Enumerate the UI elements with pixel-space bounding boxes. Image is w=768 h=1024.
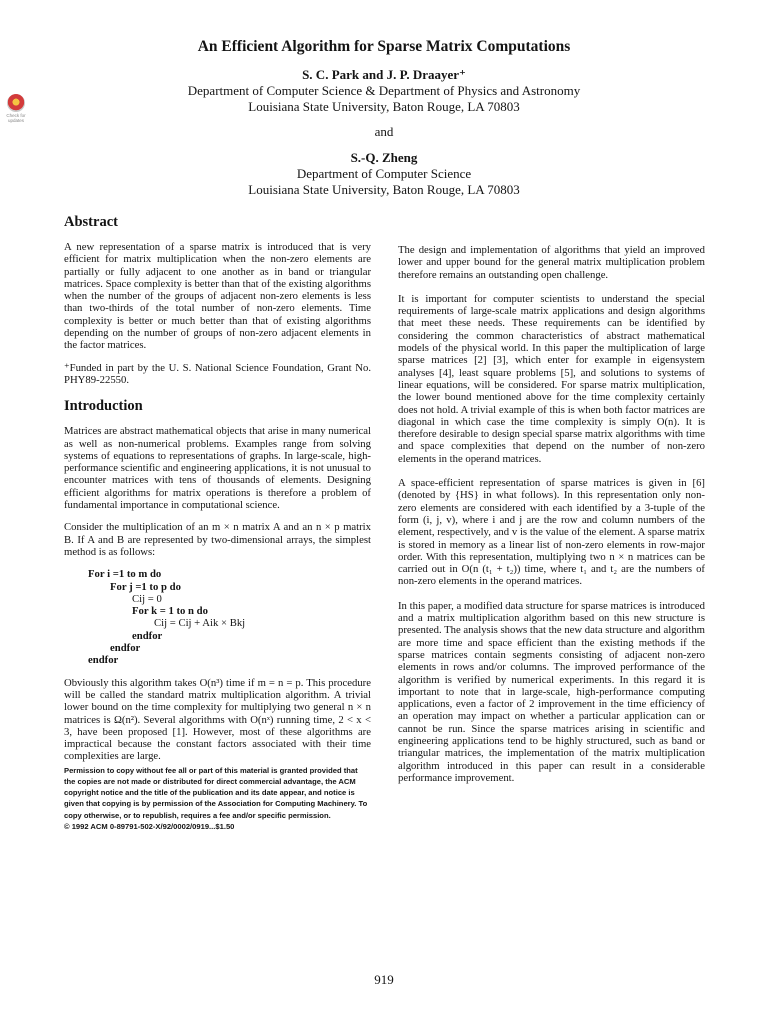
page-number: 919 (374, 972, 394, 987)
funding-footnote: ⁺Funded in part by the U. S. National Science Foundation, Grant No. PHY89-22550. (64, 361, 371, 386)
paper-header (0, 38, 768, 198)
right-paragraph-1: The design and implementation of algorithms that yield an improved lower and upper bound for the general matrix multiplication problem therefore remains an outstanding open challenge. (398, 244, 705, 281)
code-line: For k = 1 to n do (132, 605, 208, 618)
authors-primary: S. C. Park and J. P. Draayer⁺ (302, 67, 466, 82)
author-separator: and (374, 124, 394, 139)
intro-paragraph-3: Obviously this algorithm takes O(n³) time if m = n = p. This procedure will be called the standard matrix multiplication algorithm. A trivial lower bound on the time complexity for multiplying two general n × n matrices is Ω(n²). Several algorithms with O(nˣ) running time, 2 < x < 3, have been proposed [1]. However, most of these algorithms are impractical because the constant factors associated with their time complexities are large. (64, 676, 371, 763)
code-line: endfor (110, 642, 141, 655)
right-paragraph-2: It is important for computer scientists to understand the special requirements of large-scale matrix applications and design algorithms that meet these needs. These requirements can be identified by considering the common characteristics of abstract mathematical models of the physical world. In this paper the multiplication of large sparse matrices [2] [3], which enter for example in eigensystem analyses [4], least square problems [5], and solutions to systems of linear equations, will be considered. For sparse matrix multiplication, the lower bound mentioned above for the time complexity certainly does not hold. A trivial example of this is when both factor matrices are diagonal in which case the time complexity is simply O(n). It is therefore desirable to design special sparse matrix algorithms with time and space complexities that depend on the number of non-zero elements in the operand matrices. (398, 292, 705, 465)
algorithm-pseudocode (88, 568, 371, 666)
code-line: endfor (132, 629, 163, 642)
authors-secondary: S.-Q. Zheng (350, 150, 418, 165)
affiliation-primary-line1: Department of Computer Science & Department of Physics and Astronomy (187, 83, 581, 98)
paper-title: An Efficient Algorithm for Sparse Matrix Computations (197, 38, 571, 55)
right-paragraph-3: A space-efficient representation of sparse matrices is given in [6] (denoted by {HS} in what follows). In this representation only non-zero elements are considered with each identified by a 3-tuple of the form (i, j, v), where i and j are the row and column numbers of the element, respectively, and v is the value of the element. A sparse matrix is stored in memory as a linear list of non-zero elements in row-major order. With this representation, multiplying two n × n matrices can be carried out in O(n (t₁ + t₂)) time, where t₁ and t₂ are the numbers of non-zero elements in the operand matrices. (398, 477, 705, 588)
intro-paragraph-1: Matrices are abstract mathematical objects that arise in many numerical as well as non-numerical problems. Examples range from solving systems of equations to representations of graphs. In large-scale, high-performance scientific and engineering applications, it is not unusual to encounter matrices with tens of thousands of elements. Designing efficient algorithms for matrix operations is therefore a problem of fundamental importance in computational science. (64, 425, 371, 512)
code-line: endfor (88, 654, 119, 667)
code-line: Cij = Cij + Aik × Bkj (154, 617, 246, 630)
code-line: Cij = 0 (132, 592, 162, 605)
badge-caption: Check for updates (6, 113, 26, 123)
affiliation-secondary-line2: Louisiana State University, Baton Rouge, LA 70803 (248, 182, 520, 197)
code-line: For i =1 to m do (88, 568, 162, 581)
affiliation-secondary-line1: Department of Computer Science (296, 166, 472, 181)
code-line: For j =1 to p do (110, 580, 181, 593)
left-column (64, 214, 371, 832)
acm-copyright: © 1992 ACM 0-89791-502-X/92/0002/0919...$1.50 (64, 821, 235, 831)
intro-paragraph-2: Consider the multiplication of an m × n matrix A and an n × p matrix B. If A and B are represented by two-dimensional arrays, the simplest method is as follows: (64, 521, 371, 558)
right-paragraph-4: In this paper, a modified data structure for sparse matrices is introduced and a matrix multiplication algorithm based on this new structure is presented. The analysis shows that the new data structure and algorithm are more time and space efficient than the existing methods if the sparse matrices contain segments consisting of adjacent non-zero elements in rows and/or columns. The improved performance of the algorithm is verified by numerical experiments. In this regard it is important to note that in large-scale, high-performance computing applications, even a factor of 2 improvement in the time efficiency of an operation may impact on whether a particular application can or cannot be run. Since the sparse matrices arising in scientific and engineering applications tend to be highly structured, such as band or triangular matrices, the implementation of the matrix multiplication algorithm introduced in this paper can result in a considerable performance improvement. (398, 599, 705, 784)
introduction-heading: Introduction (64, 398, 143, 415)
abstract-text: A new representation of a sparse matrix is introduced that is very efficient for matrix multiplication when the non-zero elements are partially or fully adjacent to one another as in band or triangular matrices. Space complexity is better than that of the existing algorithms when the number of the groups of adjacent non-zero elements is less than two-thirds of the total number of non-zero elements. Time complexity is better or much better than that of existing algorithms depending on the number of groups of non-zero adjacent elements in the factor matrices. (64, 241, 371, 352)
acm-permission-notice: Permission to copy without fee all or part of this material is granted provided that the copies are not made or distributed for direct commercial advantage, the ACM copyright notice and the title of the publication and its date appear, and notice is given that copying is by permission of the Association for Computing Machinery. To copy otherwise, or to republish, requires a fee and/or specific permission. (64, 765, 368, 820)
right-column (398, 244, 705, 794)
affiliation-primary-line2: Louisiana State University, Baton Rouge, LA 70803 (248, 99, 520, 114)
abstract-heading: Abstract (64, 214, 118, 230)
